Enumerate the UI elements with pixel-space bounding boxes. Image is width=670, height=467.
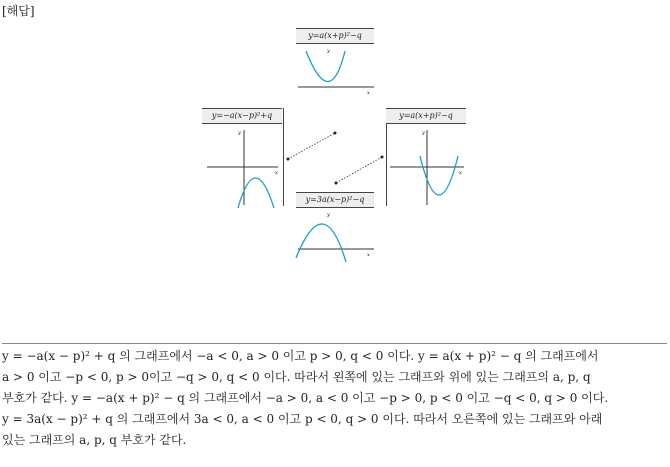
- graph-top-y-label: y: [327, 48, 330, 54]
- graph-right-equation: y=a(x+p)²−q: [386, 108, 466, 124]
- solution-line: y = −a(x − p)² + q 의 그래프에서 −a < 0, a > 0 이고 p > 0, q < 0 이다. y = a(x + p)² − q 의 그래프에서: [2, 349, 599, 363]
- solution-line: a > 0 이고 −p < 0, p > 0이고 −q > 0, q < 0 이다. 따라서 왼쪽에 있는 그래프와 위에 있는 그래프의 a, p, q: [2, 370, 591, 384]
- graph-top-equation: y=a(x+p)²−q: [296, 28, 374, 44]
- graph-right-y-label: y: [422, 130, 425, 136]
- divider: [2, 343, 667, 344]
- solution-text: [2, 346, 668, 451]
- solution-line: 있는 그래프의 a, p, q 부호가 같다.: [2, 433, 187, 447]
- connector-left-top: [288, 133, 335, 159]
- connector-right-bottom-start: [381, 156, 384, 159]
- graph-left-equation: y=−a(x−p)²+q: [202, 108, 282, 124]
- solution-line: y = 3a(x − p)² + q 의 그래프에서 3a < 0, a < 0 이고 p < 0, q > 0 이다. 따라서 오른쪽에 있는 그래프와 아래: [2, 412, 603, 426]
- connector-left-top-start: [287, 158, 290, 161]
- graph-left-x-label: x: [275, 170, 278, 176]
- answer-header: [해답]: [2, 4, 35, 18]
- graph-bottom-y-label: y: [327, 212, 330, 218]
- graph-bottom-equation: y=3a(x−p)²−q: [296, 192, 374, 208]
- solution-line: 부호가 같다. y = −a(x + p)² − q 의 그래프에서 −a > 0, a < 0 이고 −p > 0, p < 0 이고 −q < 0, q > 0 이다.: [2, 391, 609, 405]
- connector-left-top-end: [334, 132, 337, 135]
- graph-left-y-label: y: [238, 130, 241, 136]
- graph-top-x-label: x: [367, 90, 370, 96]
- graph-bottom-x-label: x: [367, 252, 370, 258]
- connector-right-bottom: [336, 157, 382, 183]
- connector-right-bottom-end: [335, 182, 338, 185]
- graph-right-x-label: x: [459, 170, 462, 176]
